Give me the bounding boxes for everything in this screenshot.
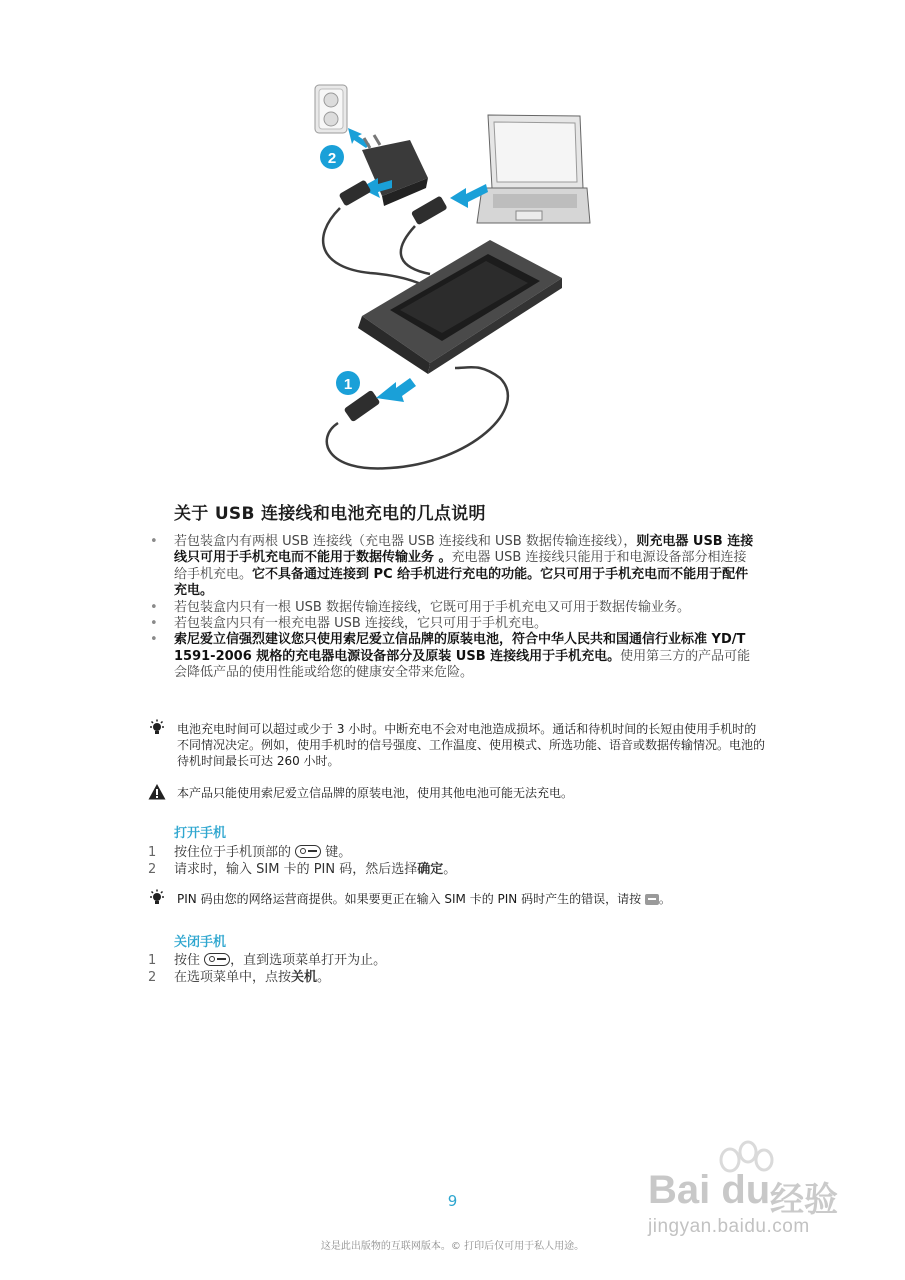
bullet-dot: • [150, 632, 158, 648]
step-text: 。 [443, 862, 457, 877]
tip-text [148, 891, 768, 907]
back-key-icon [645, 894, 659, 905]
step-bold-text: 确定 [417, 862, 444, 877]
step-number: 1 [148, 845, 157, 860]
bullet-item [148, 616, 758, 632]
turn-on-heading: 打开手机 [174, 826, 227, 841]
warning-icon [148, 783, 166, 801]
tip-text-main: PIN 码由您的网络运营商提供。如果要更正在输入 SIM 卡的 PIN 码时产生的错误，请按 [177, 892, 642, 906]
tip-note [148, 891, 768, 907]
bullet-bold-text: 索尼爱立信强烈建议您只使用索尼爱立信品牌的原装电池，符合中华人民共和国通信行业标准 YD/T 1591-2006 规格的充电器电源设备部分及原装 USB 连接线用于手机充电。 [174, 632, 746, 664]
turn-on-steps [148, 844, 748, 878]
page-number: 9 [447, 1192, 458, 1210]
step-text: 在选项菜单中，点按 [174, 970, 292, 985]
watermark-url: jingyan.baidu.com [648, 1216, 810, 1237]
bullet-text: 若包装盒内有两根 USB 连接线（充电器 USB 连接线和 USB 数据传输连接线）， [174, 534, 637, 549]
step-text: 按住位于手机顶部的 [174, 845, 292, 860]
bullet-text: 若包装盒内只有一根充电器 USB 连接线，它只可用于手机充电。 [174, 616, 547, 632]
turn-off-heading: 关闭手机 [174, 935, 227, 950]
bullet-item [148, 534, 758, 600]
bullet-bold-text: 它不具备通过连接到 PC 给手机进行充电的功能。它只可用于手机充电而不能用于配件充电。 [174, 566, 749, 599]
phone-icon [358, 240, 562, 374]
usb-charging-illustration [300, 78, 605, 478]
arrow-to-phone-icon [376, 378, 416, 402]
step-number: 2 [148, 970, 157, 985]
bullet-item [148, 632, 758, 681]
bullet-text: 使用第三方的产品可能会降低产品的使用性能或给您的健康安全带来危险。 [174, 648, 751, 681]
bullet-list [148, 534, 758, 682]
lightbulb-icon [148, 889, 166, 907]
charger-icon [362, 135, 428, 206]
bullet-item [148, 600, 758, 616]
power-key-icon [295, 845, 321, 858]
power-key-icon [204, 953, 230, 966]
turn-off-steps [148, 952, 748, 986]
step-number: 2 [148, 862, 157, 877]
usb-cable-laptop [401, 226, 430, 274]
tip-text: 电池充电时间可以超过或少于 3 小时。中断充电不会对电池造成损坏。通话和待机时间的长短由使用手机时的不同情况决定。例如，使用手机时的信号强度、工作温度、使用模式、所选功能、语音或数据传输情况。电池的待机时间最长可达 260 小时。 [177, 722, 766, 768]
step-text: 按住 [174, 953, 201, 968]
step-number: 1 [148, 953, 157, 968]
bullet-dot: • [150, 599, 158, 615]
bullet-dot: • [150, 616, 158, 632]
footer-text: 这是此出版物的互联网版本。© 打印后仅可用于私人用途。 [320, 1241, 585, 1252]
bullet-text: 若包装盒内只有一根 USB 数据传输连接线，它既可用于手机充电又可用于数据传输业务。 [174, 599, 690, 615]
laptop-icon [477, 115, 590, 223]
wall-socket-icon [315, 85, 347, 133]
step-text: ，直到选项菜单打开为止。 [230, 953, 387, 968]
step-bold-text: 关机 [291, 970, 318, 985]
tip-note [148, 721, 768, 769]
step-item [148, 844, 748, 861]
step-item [148, 861, 748, 878]
step-2-number: 2 [327, 150, 337, 167]
bullet-bold-text: 则充电器 USB 连接线只可用于手机充电而不能用于数据传输业务 。 [174, 534, 754, 566]
tip-text-end: 。 [658, 892, 671, 906]
step-text: 。 [317, 970, 331, 985]
watermark-brand: Bai du [648, 1168, 771, 1212]
bullet-text: 充电器 USB 连接线只能用于和电源设备部分相连接给手机充电。 [174, 550, 747, 582]
section-title: 关于 USB 连接线和电池充电的几点说明 [174, 504, 486, 524]
bullet-dot: • [150, 534, 158, 549]
step-text: 请求时，输入 SIM 卡的 PIN 码，然后选择 [174, 862, 418, 877]
warning-text: 本产品只能使用索尼爱立信品牌的原装电池，使用其他电池可能无法充电。 [177, 786, 574, 800]
step-item [148, 952, 748, 969]
step-text: 键。 [325, 845, 352, 860]
step-item [148, 969, 748, 986]
warning-note [148, 785, 768, 801]
lightbulb-icon [148, 719, 166, 737]
watermark-cn: 经验 [770, 1180, 838, 1220]
step-1-number: 1 [343, 376, 353, 393]
